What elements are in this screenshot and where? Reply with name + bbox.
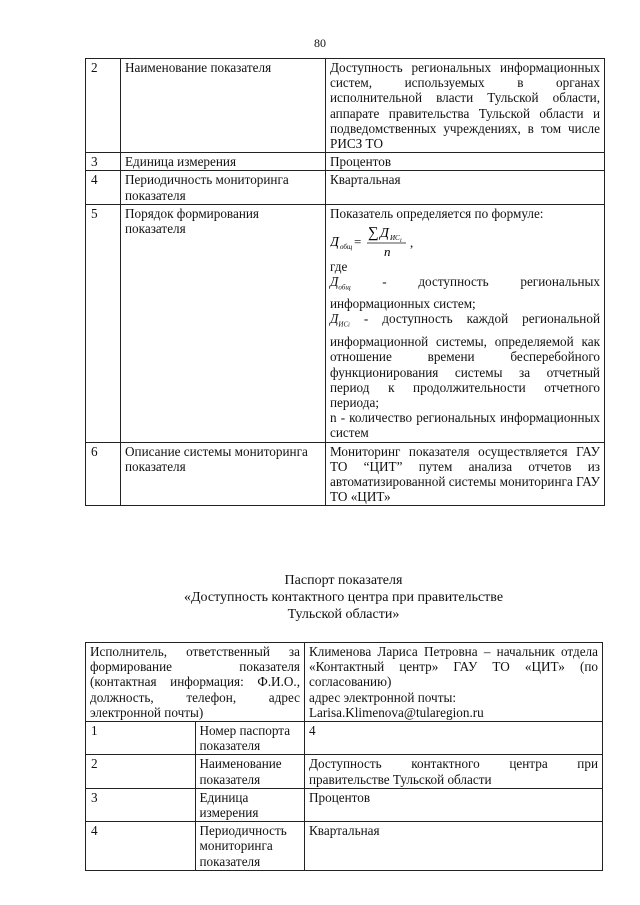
table-row <box>86 204 605 442</box>
passport-line-3: Тульской области» <box>287 607 400 622</box>
passport-title <box>85 572 602 623</box>
formula-lhs-sub: общ <box>340 243 353 252</box>
email-address: Larisa.Klimenova@tularegion.ru <box>309 704 484 720</box>
row-label: Наименование показателя <box>121 59 326 153</box>
row-number: 4 <box>86 171 121 204</box>
row-label: Номер паспорта показателя <box>195 722 305 755</box>
row-number: 6 <box>86 442 121 506</box>
row-number: 3 <box>86 788 196 821</box>
def2-sub: ИС <box>338 320 349 329</box>
table-row <box>86 59 605 153</box>
table-row <box>86 442 605 506</box>
row-value: Мониторинг показателя осуществляется ГАУ ТО “ЦИТ” путем анализа отчетов из автоматизированной системы мониторинга ГАУ ТО «ЦИТ» <box>326 442 605 506</box>
row-number: 3 <box>86 153 121 171</box>
row-value: Доступность региональных информационных систем, используемых в органах исполнительной власти Тульской области, аппарате правительства Тульской области и подведомственных учреждениях, в том числе РИСЗ ТО <box>326 59 605 153</box>
row-value: Процентов <box>305 788 603 821</box>
row-value: Процентов <box>326 153 605 171</box>
indicator-table-1 <box>85 58 605 506</box>
def2-symbol: Д <box>330 311 339 327</box>
table-row <box>86 153 605 171</box>
formula-where: где <box>330 259 348 275</box>
row-label: Периодичность мониторинга показателя <box>195 822 305 871</box>
formula-lhs: Д <box>330 235 339 251</box>
row-label: Периодичность мониторинга показателя <box>121 171 326 204</box>
formula-cell <box>326 204 605 442</box>
row-value: Квартальная <box>305 822 603 871</box>
svg-text:,: , <box>410 235 414 251</box>
table-row <box>86 788 603 821</box>
def2-subsub: i <box>348 322 350 329</box>
row-number: 2 <box>86 59 121 153</box>
row-number: 4 <box>86 822 196 871</box>
row-value: Квартальная <box>326 171 605 204</box>
def1-text: - доступность региональных информационных систем; <box>330 274 600 312</box>
row-value: 4 <box>305 722 603 755</box>
definition-3: n - количество региональных информационных систем <box>330 410 600 441</box>
email-label: адрес электронной почты: <box>309 689 456 705</box>
table-row <box>86 643 603 722</box>
row-label: Описание системы мониторинга показателя <box>121 442 326 506</box>
def2-text: - доступность каждой региональной информационной системы, определяемой как отношение времени бесперебойного функционирования системы за отчетный период к продолжительности отчетного периода; <box>330 311 600 410</box>
formula-sum: ∑ <box>368 225 379 242</box>
passport-line-2: «Доступность контактного центра при правительстве <box>183 590 504 605</box>
table-row <box>86 755 603 788</box>
table-row <box>86 822 603 871</box>
def1-sub: общ <box>338 283 351 292</box>
formula-graphic <box>330 223 450 259</box>
row-label: Наименование показателя <box>195 755 305 788</box>
row-number: 2 <box>86 755 196 788</box>
formula-num-subsub: i <box>400 238 402 245</box>
row-label: Единица измерения <box>121 153 326 171</box>
formula-num: Д <box>380 226 389 242</box>
formula-num-sub: ИС <box>390 234 400 243</box>
responsible-person: Клименова Лариса Петровна – начальник отдела «Контактный центр» ГАУ ТО «ЦИТ» (по согласованию) <box>309 644 598 690</box>
responsible-value <box>305 643 603 722</box>
passport-line-1: Паспорт показателя <box>284 573 403 588</box>
row-label: Порядок формирования показателя <box>121 204 326 442</box>
row-value: Доступность контактного центра при правительстве Тульской области <box>305 755 603 788</box>
row-label: Единица измерения <box>195 788 305 821</box>
table-row <box>86 722 603 755</box>
formula-intro: Показатель определяется по формуле: <box>330 205 544 221</box>
definition-1 <box>330 274 600 311</box>
formula <box>330 223 600 259</box>
row-number: 1 <box>86 722 196 755</box>
page-number: 80 <box>314 36 326 50</box>
indicator-table-2 <box>85 642 603 871</box>
row-number: 5 <box>86 204 121 442</box>
formula-den: n <box>384 244 391 260</box>
def1-symbol: Д <box>330 274 339 290</box>
definition-2 <box>330 311 600 410</box>
table-row <box>86 171 605 204</box>
responsible-label: Исполнитель, ответственный за формирование показателя (контактная информация: Ф.И.О., должность, телефон, адрес электронной почты) <box>86 643 305 722</box>
svg-text:=: = <box>354 234 362 250</box>
